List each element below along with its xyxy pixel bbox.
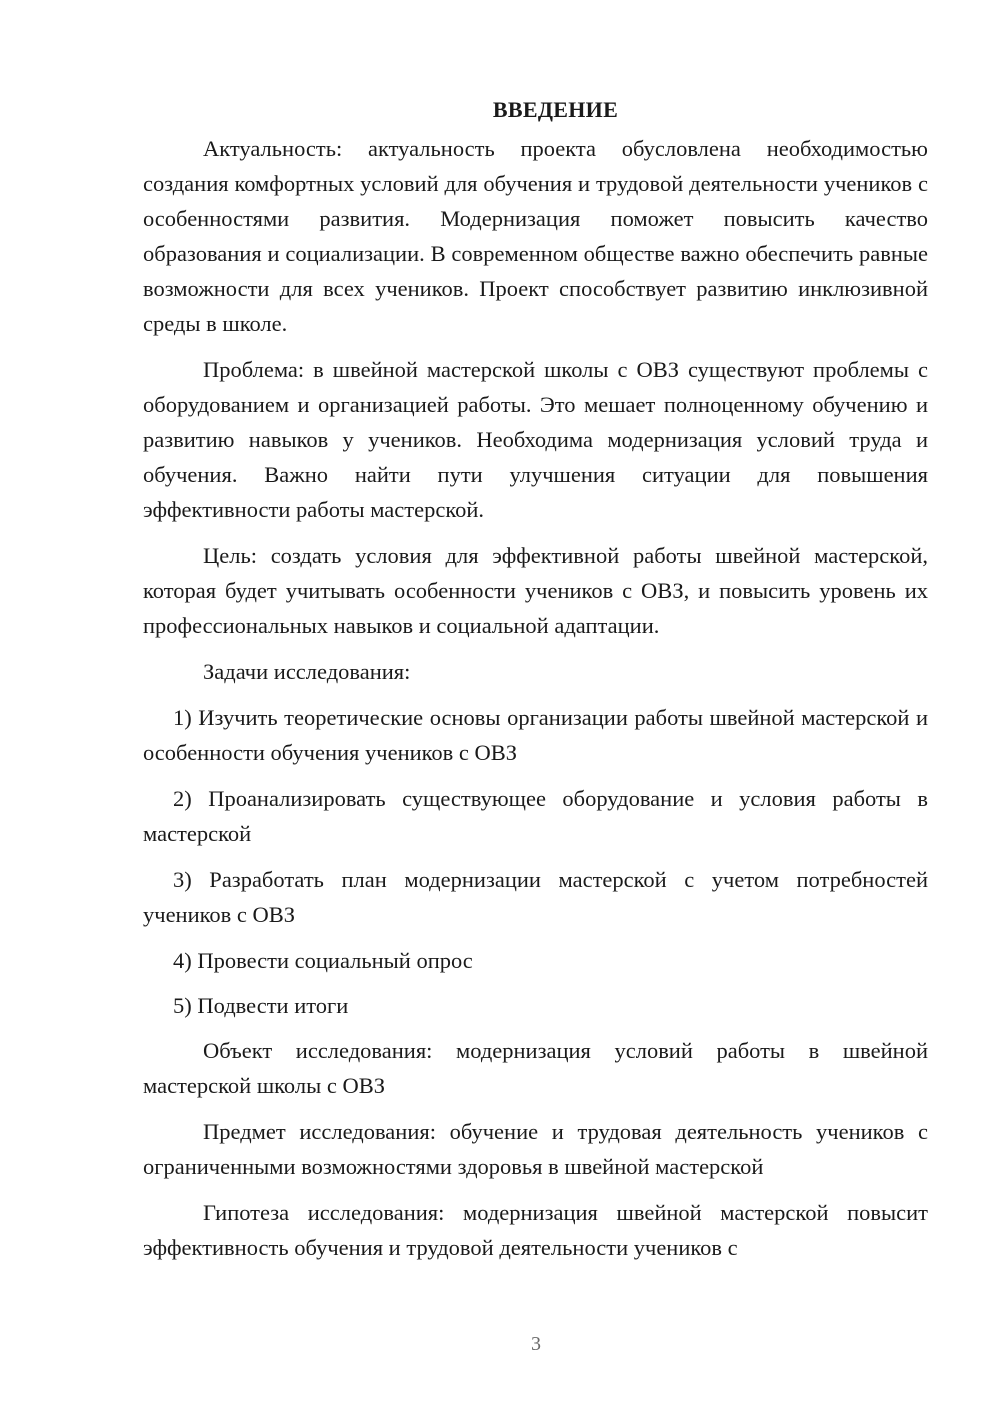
task-item-3: 3) Разработать план модернизации мастерской с учетом потребностей учеников с ОВЗ <box>143 867 928 927</box>
subject-paragraph: Предмет исследования: обучение и трудовая деятельность учеников с ограниченными возможностями здоровья в швейной мастерской <box>143 1119 928 1179</box>
task-item-4: 4) Провести социальный опрос <box>173 948 473 973</box>
problem-paragraph: Проблема: в швейной мастерской школы с ОВЗ существуют проблемы с оборудованием и организацией работы. Это мешает полноценному обучению и развитию навыков у учеников. Необходима модернизация условий труда и обучения. Важно найти пути улучшения ситуации для повышения эффективности работы мастерской. <box>143 357 928 522</box>
object-paragraph: Объект исследования: модернизация условий работы в швейной мастерской школы с ОВЗ <box>143 1038 928 1098</box>
task-item-2: 2) Проанализировать существующее оборудование и условия работы в мастерской <box>143 786 928 846</box>
goal-paragraph: Цель: создать условия для эффективной работы швейной мастерской, которая будет учитывать особенности учеников с ОВЗ, и повысить уровень их профессиональных навыков и социальной адаптации. <box>143 543 928 638</box>
tasks-heading: Задачи исследования: <box>203 659 411 684</box>
hypothesis-paragraph: Гипотеза исследования: модернизация швейной мастерской повысит эффективность обучения и трудовой деятельности учеников с <box>143 1200 928 1260</box>
task-item-1: 1) Изучить теоретические основы организации работы швейной мастерской и особенности обучения учеников с ОВЗ <box>143 705 928 765</box>
page-number: 3 <box>531 1333 541 1355</box>
page-content <box>143 92 928 1276</box>
task-item-5: 5) Подвести итоги <box>173 993 349 1018</box>
relevance-paragraph: Актуальность: актуальность проекта обусловлена необходимостью создания комфортных условий для обучения и трудовой деятельности учеников с особенностями развития. Модернизация поможет повысить качество образования и социализации. В современном обществе важно обеспечить равные возможности для всех учеников. Проект способствует развитию инклюзивной среды в школе. <box>143 136 928 336</box>
page-title: ВВЕДЕНИЕ <box>492 97 619 122</box>
